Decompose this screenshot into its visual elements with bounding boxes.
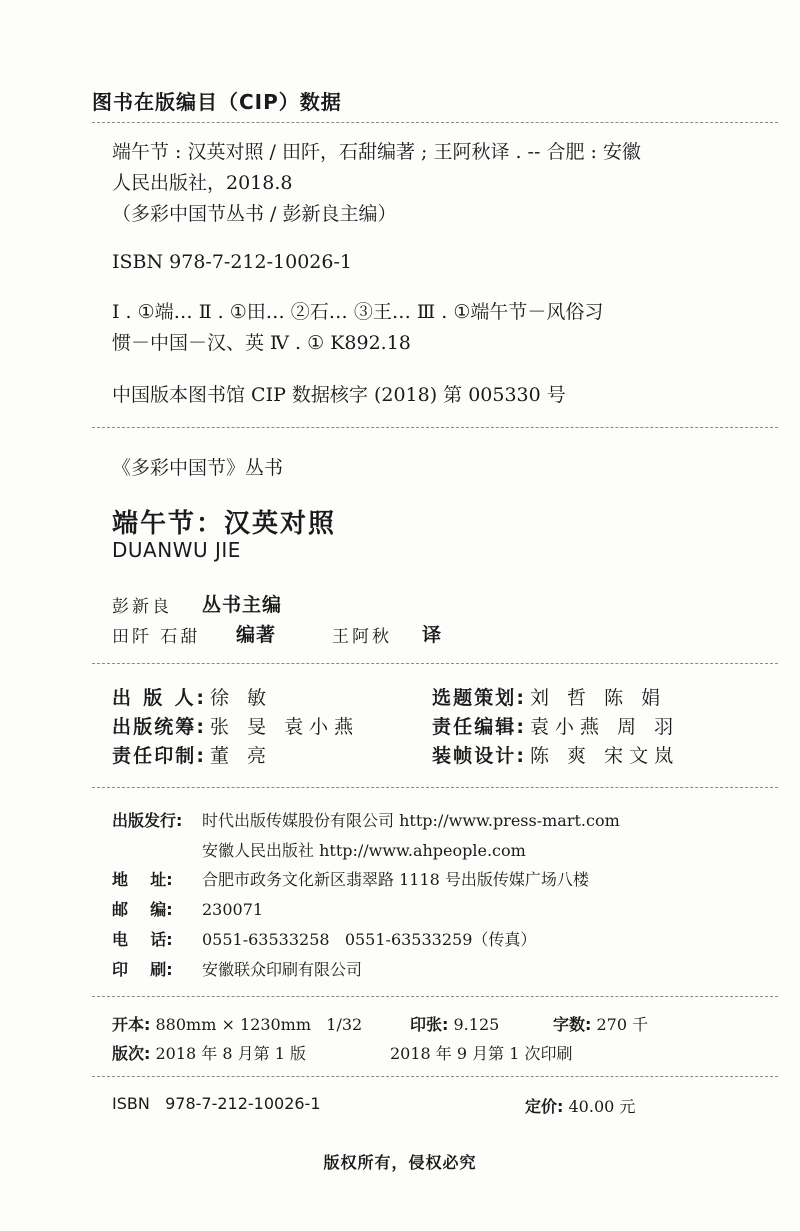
spec-sheets <box>410 1012 499 1035</box>
staff-label: 出 版 人: <box>112 687 204 709</box>
authors-role: 编著 <box>236 624 277 646</box>
staff-value: 徐 敏 <box>210 687 273 709</box>
editor-in-chief-name: 彭新良 <box>112 597 172 617</box>
divider <box>92 787 778 788</box>
cip-entry-line-3: （多彩中国节丛书 / 彭新良主编） <box>112 203 397 225</box>
spec-label: 版次: <box>112 1044 151 1063</box>
cip-entry-line-2: 人民出版社，2018.8 <box>112 172 293 194</box>
bottom-isbn: ISBN 978-7-212-10026-1 <box>112 1094 321 1113</box>
pub-postcode <box>112 897 263 920</box>
spec-value: 880mm × 1230mm 1/32 <box>155 1015 363 1034</box>
staff-value: 陈 爽 宋文岚 <box>530 745 680 767</box>
divider <box>92 1076 778 1077</box>
series-name: 《多彩中国节》丛书 <box>112 457 284 479</box>
spec-value: 9.125 <box>453 1015 500 1034</box>
divider <box>92 427 778 428</box>
spec-printing: 2018 年 9 月第 1 次印刷 <box>390 1044 573 1063</box>
price-value: 40.00 元 <box>568 1097 636 1116</box>
authors-names: 田阡 石甜 <box>112 627 201 647</box>
staff-label: 责任印制: <box>112 745 204 767</box>
staff-printing <box>112 741 272 768</box>
book-pinyin-title: DUANWU JIE <box>112 538 241 562</box>
divider <box>92 122 778 123</box>
cip-entry-line-1: 端午节 : 汉英对照 / 田阡，石甜编著 ; 王阿秋译 . -- 合肥 : 安徽 <box>112 141 641 163</box>
staff-coordination <box>112 712 359 739</box>
spec-label: 开本: <box>112 1015 151 1034</box>
cip-isbn: ISBN 978-7-212-10026-1 <box>112 251 352 273</box>
staff-label: 装帧设计: <box>432 745 524 767</box>
pub-address <box>112 867 589 890</box>
cip-classification-line-1: Ⅰ . ①端… Ⅱ . ①田… ②石… ③王… Ⅲ . ①端午节－风俗习 <box>112 301 604 323</box>
translator-name: 王阿秋 <box>332 627 392 647</box>
pub-value: 时代出版传媒股份有限公司 http://www.press-mart.com <box>202 811 620 830</box>
spec-words <box>553 1012 648 1035</box>
spec-label: 印张: <box>410 1015 449 1034</box>
pub-distribution <box>112 808 620 831</box>
staff-publisher <box>112 683 272 710</box>
pub-label: 印 刷: <box>112 960 173 979</box>
spec-label: 字数: <box>553 1015 592 1034</box>
staff-editor <box>432 712 679 739</box>
spec-value: 270 千 <box>596 1015 649 1034</box>
price-label: 定价: <box>525 1097 564 1116</box>
pub-value: 安徽联众印刷有限公司 <box>202 960 363 979</box>
staff-value: 董 亮 <box>210 745 273 767</box>
pub-label: 出版发行: <box>112 811 183 830</box>
cip-classification-line-2: 惯－中国－汉、英 Ⅳ . ① K892.18 <box>112 332 411 354</box>
pub-distribution-line-2: 安徽人民出版社 http://www.ahpeople.com <box>202 841 526 860</box>
pub-label: 地 址: <box>112 870 173 889</box>
spec-value: 2018 年 8 月第 1 版 <box>155 1044 307 1063</box>
pub-label: 电 话: <box>112 930 173 949</box>
pub-value: 合肥市政务文化新区翡翠路 1118 号出版传媒广场八楼 <box>202 870 589 889</box>
translator-role: 译 <box>422 624 443 646</box>
staff-value: 刘 哲 陈 娟 <box>530 687 667 709</box>
staff-label: 责任编辑: <box>432 716 524 738</box>
pub-label: 邮 编: <box>112 900 173 919</box>
pub-printer <box>112 957 362 980</box>
staff-value: 张 旻 袁小燕 <box>210 716 360 738</box>
book-title: 端午节：汉英对照 <box>112 509 337 539</box>
copyright-notice: 版权所有，侵权必究 <box>323 1153 477 1172</box>
spec-format <box>112 1012 362 1035</box>
staff-value: 袁小燕 周 羽 <box>530 716 680 738</box>
editor-in-chief-role: 丛书主编 <box>202 594 283 616</box>
pub-value: 230071 <box>202 900 264 919</box>
price <box>525 1094 635 1117</box>
spec-edition <box>112 1041 306 1064</box>
staff-planning <box>432 683 666 710</box>
cip-verification: 中国版本图书馆 CIP 数据核字 (2018) 第 005330 号 <box>112 384 566 406</box>
pub-value: 0551-63533258 0551-63533259（传真） <box>202 930 537 949</box>
staff-design <box>432 741 679 768</box>
cip-heading: 图书在版编目（CIP）数据 <box>92 90 342 114</box>
pub-phone <box>112 927 536 950</box>
divider <box>92 996 778 997</box>
divider <box>92 663 778 664</box>
staff-label: 出版统筹: <box>112 716 204 738</box>
staff-label: 选题策划: <box>432 687 524 709</box>
